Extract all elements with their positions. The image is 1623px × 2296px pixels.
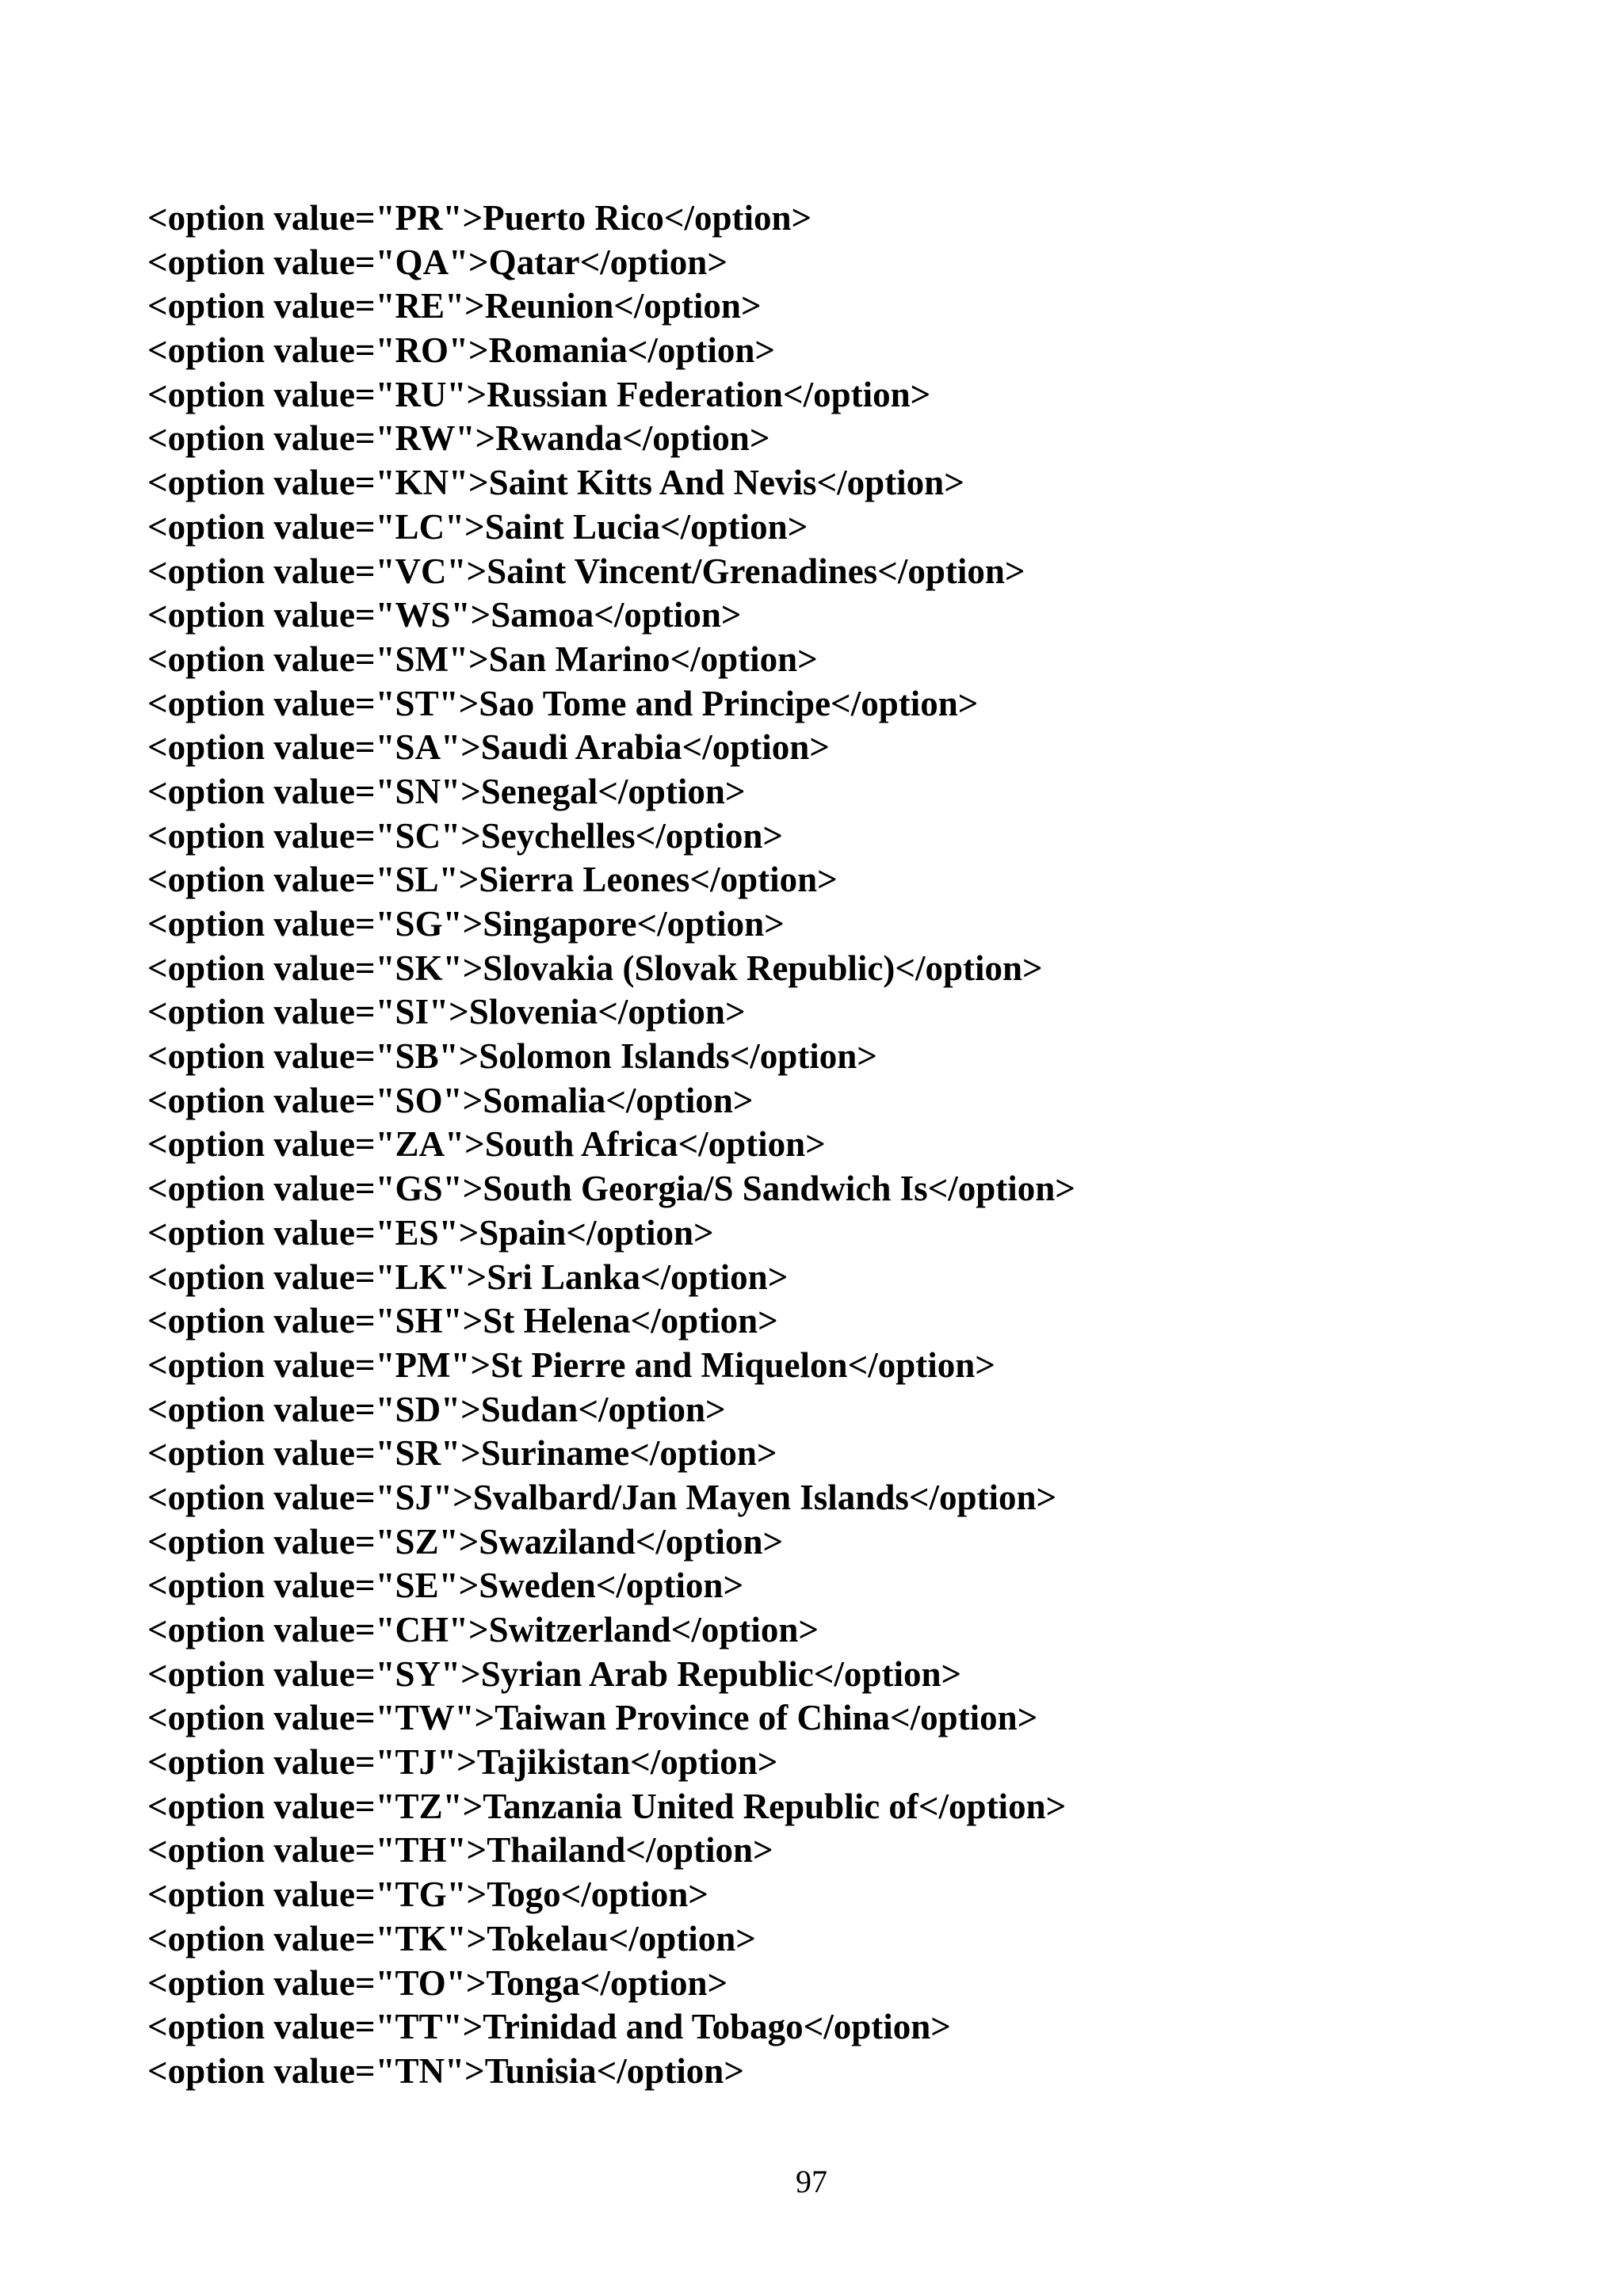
code-line: <option value="ZA">South Africa</option> xyxy=(147,1124,826,1165)
code-line: <option value="TH">Thailand</option> xyxy=(147,1830,773,1871)
code-line: <option value="SL">Sierra Leones</option> xyxy=(147,860,838,900)
code-line: <option value="TW">Taiwan Province of China</option> xyxy=(147,1698,1038,1738)
code-line: <option value="SA">Saudi Arabia</option> xyxy=(147,727,830,768)
code-line: <option value="SH">St Helena</option> xyxy=(147,1301,778,1341)
code-line: <option value="TK">Tokelau</option> xyxy=(147,1918,756,1958)
code-line: <option value="SB">Solomon Islands</option> xyxy=(147,1036,877,1077)
code-line: <option value="LC">Saint Lucia</option> xyxy=(147,506,808,547)
code-line: <option value="SD">Sudan</option> xyxy=(147,1389,726,1429)
code-line: <option value="TZ">Tanzania United Republic of</option> xyxy=(147,1786,1067,1826)
code-line: <option value="VC">Saint Vincent/Grenadines</option> xyxy=(147,551,1025,591)
code-line: <option value="SI">Slovenia</option> xyxy=(147,992,746,1032)
code-line: <option value="RE">Reunion</option> xyxy=(147,286,762,326)
code-line: <option value="SZ">Swaziland</option> xyxy=(147,1521,784,1562)
code-line: <option value="TG">Togo</option> xyxy=(147,1875,708,1915)
code-line: <option value="SJ">Svalbard/Jan Mayen Islands</option> xyxy=(147,1477,1057,1517)
code-line: <option value="TO">Tonga</option> xyxy=(147,1962,728,2003)
code-line: <option value="CH">Switzerland</option> xyxy=(147,1610,819,1650)
code-line: <option value="PR">Puerto Rico</option> xyxy=(147,198,812,238)
code-line: <option value="SM">San Marino</option> xyxy=(147,639,818,679)
code-line: <option value="SE">Sweden</option> xyxy=(147,1566,744,1606)
code-line: <option value="WS">Samoa</option> xyxy=(147,595,742,635)
code-line: <option value="SK">Slovakia (Slovak Republic)</option> xyxy=(147,948,1043,988)
code-listing xyxy=(147,196,1542,2094)
code-line: <option value="LK">Sri Lanka</option> xyxy=(147,1257,789,1297)
code-line: <option value="ES">Spain</option> xyxy=(147,1212,714,1253)
code-line: <option value="TT">Trinidad and Tobago</option> xyxy=(147,2007,951,2047)
code-line: <option value="RO">Romania</option> xyxy=(147,330,776,371)
code-line: <option value="GS">South Georgia/S Sandwich Is</option> xyxy=(147,1169,1075,1209)
code-line: <option value="TJ">Tajikistan</option> xyxy=(147,1742,778,1783)
code-line: <option value="SG">Singapore</option> xyxy=(147,904,785,944)
code-line: <option value="ST">Sao Tome and Principe</option> xyxy=(147,683,979,723)
code-line: <option value="RU">Russian Federation</option> xyxy=(147,374,931,414)
code-line: <option value="KN">Saint Kitts And Nevis</option> xyxy=(147,463,964,503)
page-number: 97 xyxy=(796,2164,827,2199)
code-line: <option value="SC">Seychelles</option> xyxy=(147,815,784,856)
code-line: <option value="RW">Rwanda</option> xyxy=(147,418,770,459)
code-line: <option value="QA">Qatar</option> xyxy=(147,242,727,282)
code-line: <option value="SO">Somalia</option> xyxy=(147,1080,754,1120)
code-line: <option value="SR">Suriname</option> xyxy=(147,1433,777,1474)
code-line: <option value="SN">Senegal</option> xyxy=(147,771,746,811)
code-line: <option value="SY">Syrian Arab Republic</option> xyxy=(147,1653,962,1694)
code-line: <option value="PM">St Pierre and Miquelon</option> xyxy=(147,1344,995,1385)
code-line: <option value="TN">Tunisia</option> xyxy=(147,2050,744,2091)
